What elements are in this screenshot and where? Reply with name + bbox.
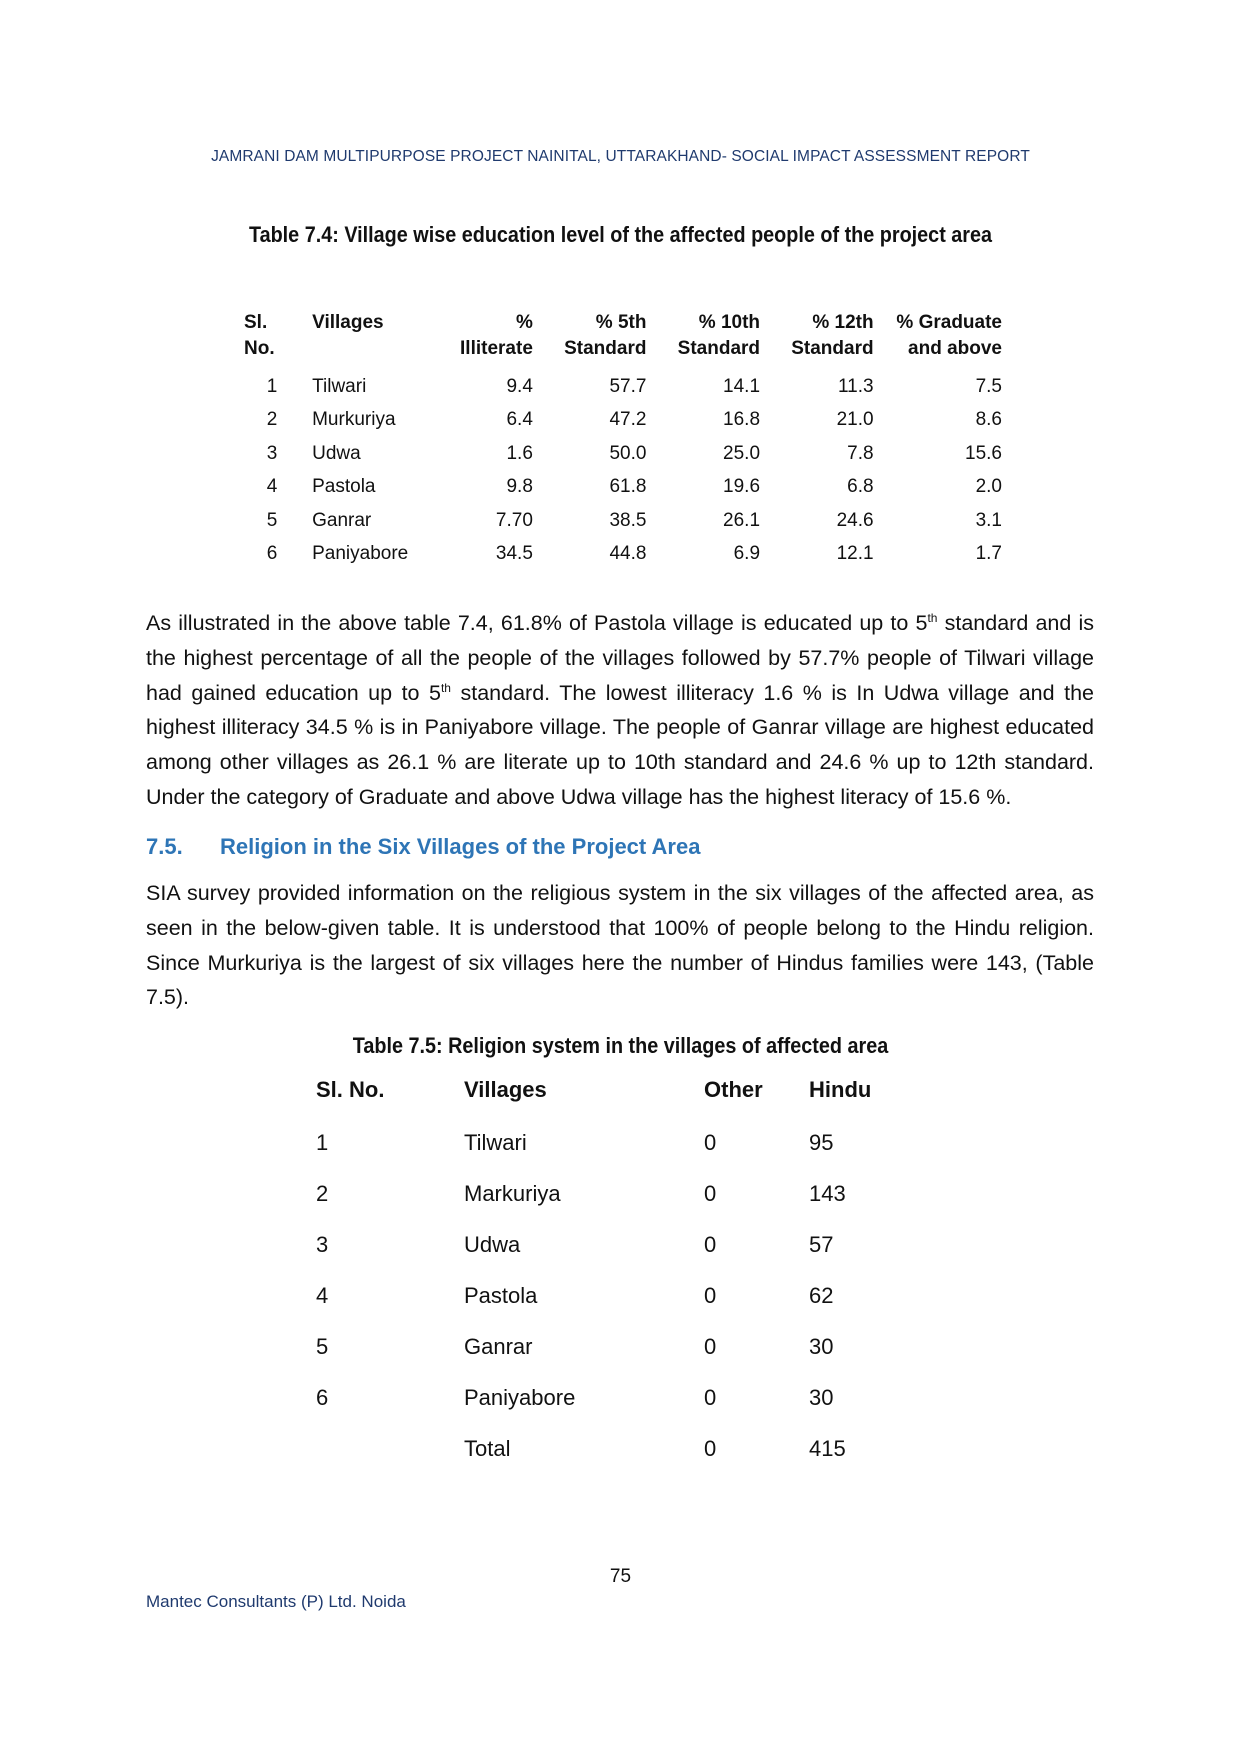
table-row bbox=[316, 1117, 909, 1168]
cell-graduate: 3.1 bbox=[975, 509, 1002, 531]
cell-10th: 26.1 bbox=[723, 509, 761, 531]
table-row bbox=[238, 404, 1008, 438]
cell-slno: 1 bbox=[266, 375, 278, 397]
cell-graduate: 1.7 bbox=[975, 543, 1002, 565]
cell-village: Markuriya bbox=[464, 1180, 561, 1206]
col-header-other: Other bbox=[704, 1077, 763, 1102]
cell-5th: 61.8 bbox=[609, 476, 647, 498]
education-table bbox=[238, 310, 1008, 571]
cell-village: Tilwari bbox=[312, 375, 367, 397]
cell-illiterate: 9.8 bbox=[506, 476, 533, 498]
cell-illiterate: 7.70 bbox=[495, 509, 533, 531]
col-header-graduate: % Graduate and above bbox=[896, 312, 1002, 359]
cell-other: 0 bbox=[704, 1282, 717, 1308]
cell-village: Murkuriya bbox=[312, 409, 396, 431]
cell-village: Ganrar bbox=[312, 509, 372, 531]
table-row bbox=[238, 504, 1008, 538]
col-header-villages: Villages bbox=[464, 1077, 547, 1102]
table-row bbox=[316, 1219, 909, 1270]
cell-other: 0 bbox=[704, 1180, 717, 1206]
cell-other: 0 bbox=[704, 1129, 717, 1155]
cell-12th: 6.8 bbox=[847, 476, 874, 498]
cell-12th: 21.0 bbox=[836, 409, 874, 431]
cell-other: 0 bbox=[704, 1231, 717, 1257]
table-row bbox=[316, 1168, 909, 1219]
cell-slno: 2 bbox=[266, 409, 278, 431]
cell-other: 0 bbox=[704, 1333, 717, 1359]
cell-graduate: 15.6 bbox=[965, 442, 1002, 464]
col-header-slno: Sl. No. bbox=[316, 1077, 385, 1102]
cell-graduate: 2.0 bbox=[975, 476, 1002, 498]
cell-hindu: 95 bbox=[809, 1129, 834, 1155]
col-header-hindu: Hindu bbox=[809, 1077, 872, 1102]
running-header: JAMRANI DAM MULTIPURPOSE PROJECT NAINITAL, UTTARAKHAND- SOCIAL IMPACT ASSESSMENT REPORT bbox=[211, 148, 1030, 165]
cell-hindu: 415 bbox=[809, 1435, 846, 1461]
cell-slno: 4 bbox=[316, 1282, 329, 1308]
table-7-4-caption: Table 7.4: Village wise education level of the affected people of the project area bbox=[248, 222, 993, 247]
col-header-5th: % 5th Standard bbox=[564, 312, 647, 359]
col-header-12th: % 12th Standard bbox=[791, 312, 874, 359]
page-number: 75 bbox=[609, 1566, 632, 1587]
cell-village: Pastola bbox=[464, 1282, 538, 1308]
cell-village: Udwa bbox=[312, 442, 361, 464]
table-row bbox=[316, 1270, 909, 1321]
cell-10th: 19.6 bbox=[723, 476, 761, 498]
cell-slno bbox=[316, 1423, 464, 1474]
table-row bbox=[238, 370, 1008, 404]
cell-hindu: 30 bbox=[809, 1384, 834, 1410]
cell-slno: 1 bbox=[316, 1129, 329, 1155]
education-paragraph: As illustrated in the above table 7.4, 61.8% of Pastola village is educated up to 5th standard and is the highest percentage of all the people of the villages followed by 57.7% people of Tilwari village had gained education up to 5th standard. The lowest illiteracy 1.6 % is In Udwa village and the highest illiteracy 34.5 % is in Paniyabore village. The people of Ganrar village are highest educated among other villages as 26.1 % are literate up to 10th standard and 24.6 % up to 12th standard. Under the category of Graduate and above Udwa village has the highest literacy of 15.6 %. bbox=[146, 610, 1094, 809]
cell-12th: 12.1 bbox=[836, 543, 874, 565]
section-heading bbox=[146, 834, 700, 860]
cell-10th: 14.1 bbox=[723, 375, 761, 397]
table-header-row bbox=[316, 1077, 909, 1117]
cell-hindu: 62 bbox=[809, 1282, 834, 1308]
table-header-row bbox=[238, 310, 1008, 370]
cell-village: Ganrar bbox=[464, 1333, 533, 1359]
cell-village: Paniyabore bbox=[312, 543, 409, 565]
running-footer: Mantec Consultants (P) Ltd. Noida bbox=[146, 1592, 406, 1611]
cell-other: 0 bbox=[704, 1384, 717, 1410]
cell-hindu: 143 bbox=[809, 1180, 846, 1206]
cell-illiterate: 9.4 bbox=[506, 375, 533, 397]
cell-5th: 38.5 bbox=[609, 509, 647, 531]
cell-slno: 4 bbox=[266, 476, 278, 498]
cell-graduate: 8.6 bbox=[975, 409, 1002, 431]
cell-10th: 25.0 bbox=[723, 442, 761, 464]
cell-illiterate: 34.5 bbox=[495, 543, 533, 565]
cell-5th: 57.7 bbox=[609, 375, 647, 397]
cell-hindu: 57 bbox=[809, 1231, 834, 1257]
section-title: Religion in the Six Villages of the Project Area bbox=[220, 834, 701, 859]
section-number: 7.5. bbox=[146, 834, 183, 859]
cell-graduate: 7.5 bbox=[975, 375, 1002, 397]
cell-12th: 24.6 bbox=[836, 509, 874, 531]
table-total-row bbox=[316, 1423, 909, 1474]
cell-slno: 5 bbox=[266, 509, 278, 531]
cell-village: Tilwari bbox=[464, 1129, 527, 1155]
cell-slno: 2 bbox=[316, 1180, 329, 1206]
cell-5th: 50.0 bbox=[609, 442, 647, 464]
cell-5th: 44.8 bbox=[609, 543, 647, 565]
cell-village: Pastola bbox=[312, 476, 376, 498]
cell-slno: 3 bbox=[266, 442, 278, 464]
cell-illiterate: 1.6 bbox=[506, 442, 533, 464]
cell-slno: 5 bbox=[316, 1333, 329, 1359]
cell-12th: 11.3 bbox=[838, 375, 874, 397]
cell-hindu: 30 bbox=[809, 1333, 834, 1359]
table-row bbox=[316, 1372, 909, 1423]
religion-table bbox=[316, 1077, 909, 1474]
table-7-5-caption: Table 7.5: Religion system in the villages of affected area bbox=[352, 1033, 889, 1058]
col-header-slno: Sl. No. bbox=[244, 312, 275, 359]
col-header-villages: Villages bbox=[312, 312, 384, 333]
col-header-illiterate: % Illiterate bbox=[460, 312, 533, 359]
cell-slno: 6 bbox=[316, 1384, 329, 1410]
cell-other: 0 bbox=[704, 1435, 717, 1461]
religion-paragraph: SIA survey provided information on the religious system in the six villages of the affected area, as seen in the below-given table. It is understood that 100% of people belong to the Hindu religion. Since Murkuriya is the largest of six villages here the number of Hindus families were 143, (Table 7.5). bbox=[146, 881, 1094, 1010]
cell-10th: 16.8 bbox=[723, 409, 761, 431]
cell-12th: 7.8 bbox=[847, 442, 874, 464]
cell-illiterate: 6.4 bbox=[506, 409, 533, 431]
col-header-10th: % 10th Standard bbox=[677, 312, 761, 359]
cell-village: Paniyabore bbox=[464, 1384, 576, 1410]
cell-total-label: Total bbox=[464, 1435, 511, 1461]
table-row bbox=[238, 538, 1008, 572]
table-row bbox=[316, 1321, 909, 1372]
cell-village: Udwa bbox=[464, 1231, 521, 1257]
cell-5th: 47.2 bbox=[609, 409, 647, 431]
cell-10th: 6.9 bbox=[733, 543, 761, 565]
table-row bbox=[238, 437, 1008, 471]
table-row bbox=[238, 471, 1008, 505]
cell-slno: 3 bbox=[316, 1231, 329, 1257]
cell-slno: 6 bbox=[266, 543, 278, 565]
